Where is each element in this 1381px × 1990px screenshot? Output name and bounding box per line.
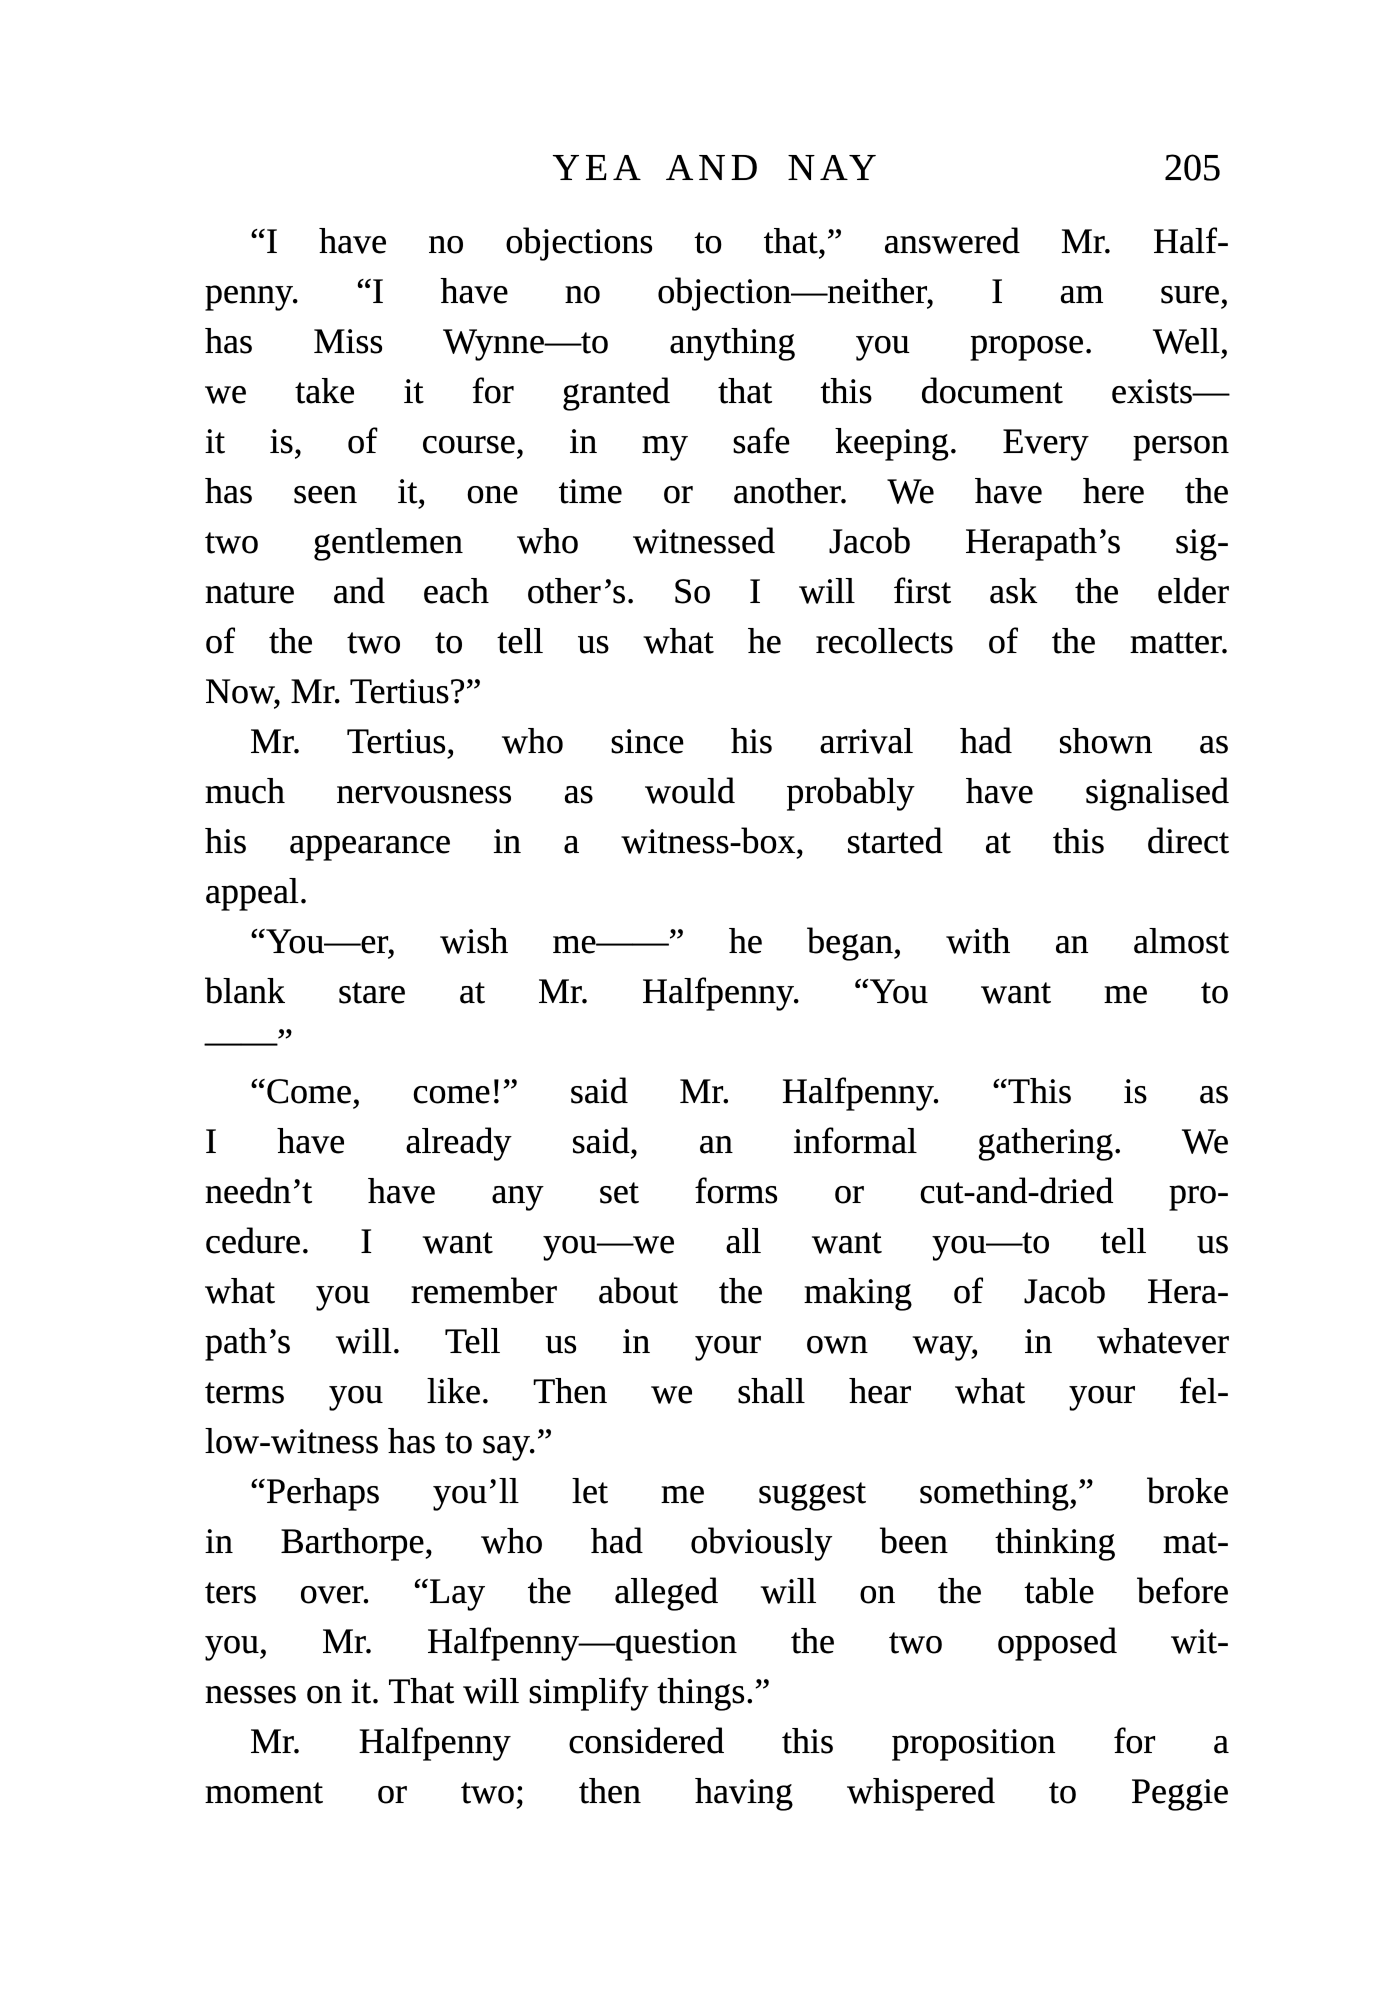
- text-line: his appearance in a witness-box, started at this direct: [205, 821, 1229, 861]
- text-line: of the two to tell us what he recollects of the matter.: [205, 621, 1229, 661]
- paragraph: [205, 1066, 1229, 1466]
- text-line: cedure. I want you—we all want you—to tell us: [205, 1221, 1229, 1261]
- text-line: you, Mr. Halfpenny—question the two opposed wit-: [205, 1621, 1229, 1661]
- text-line: we take it for granted that this document exists—: [205, 371, 1229, 411]
- paragraph: [205, 716, 1229, 916]
- text-line: blank stare at Mr. Halfpenny. “You want me to: [205, 971, 1229, 1011]
- text-line: Mr. Halfpenny considered this proposition for a: [250, 1721, 1229, 1761]
- paragraph: [205, 1716, 1229, 1816]
- text-line: two gentlemen who witnessed Jacob Herapath’s sig-: [205, 521, 1229, 561]
- running-title: YEA AND NAY: [552, 147, 882, 189]
- text-line: penny. “I have no objection—neither, I am sure,: [205, 271, 1229, 311]
- text-line: appeal.: [205, 871, 308, 911]
- text-line: moment or two; then having whispered to Peggie: [205, 1771, 1229, 1811]
- text-line: terms you like. Then we shall hear what your fel-: [205, 1371, 1229, 1411]
- text-line: has seen it, one time or another. We have here the: [205, 471, 1229, 511]
- text-line: “Come, come!” said Mr. Halfpenny. “This is as: [250, 1071, 1229, 1111]
- text-line: ters over. “Lay the alleged will on the table before: [205, 1571, 1229, 1611]
- text-line: ——”: [205, 1021, 293, 1061]
- text-line: Mr. Tertius, who since his arrival had shown as: [250, 721, 1229, 761]
- text-line: “I have no objections to that,” answered Mr. Half-: [250, 221, 1229, 261]
- text-line: it is, of course, in my safe keeping. Every person: [205, 421, 1229, 461]
- text-line: I have already said, an informal gathering. We: [205, 1121, 1229, 1161]
- text-line: low-witness has to say.”: [205, 1421, 553, 1461]
- text-body: [205, 216, 1229, 1816]
- paragraph: [205, 216, 1229, 716]
- text-line: what you remember about the making of Jacob Hera-: [205, 1271, 1229, 1311]
- text-line: has Miss Wynne—to anything you propose. Well,: [205, 321, 1229, 361]
- text-line: path’s will. Tell us in your own way, in whatever: [205, 1321, 1229, 1361]
- text-line: Now, Mr. Tertius?”: [205, 671, 482, 711]
- text-line: in Barthorpe, who had obviously been thinking mat-: [205, 1521, 1229, 1561]
- paragraph: [205, 1466, 1229, 1716]
- text-line: “Perhaps you’ll let me suggest something,” broke: [250, 1471, 1229, 1511]
- text-line: much nervousness as would probably have signalised: [205, 771, 1229, 811]
- page-number: 205: [1164, 147, 1221, 189]
- text-line: “You—er, wish me——” he began, with an almost: [250, 921, 1229, 961]
- page-header: [205, 148, 1229, 192]
- text-line: nesses on it. That will simplify things.”: [205, 1671, 771, 1711]
- text-line: nature and each other’s. So I will first ask the elder: [205, 571, 1229, 611]
- paragraph: [205, 916, 1229, 1066]
- text-line: needn’t have any set forms or cut-and-dried pro-: [205, 1171, 1229, 1211]
